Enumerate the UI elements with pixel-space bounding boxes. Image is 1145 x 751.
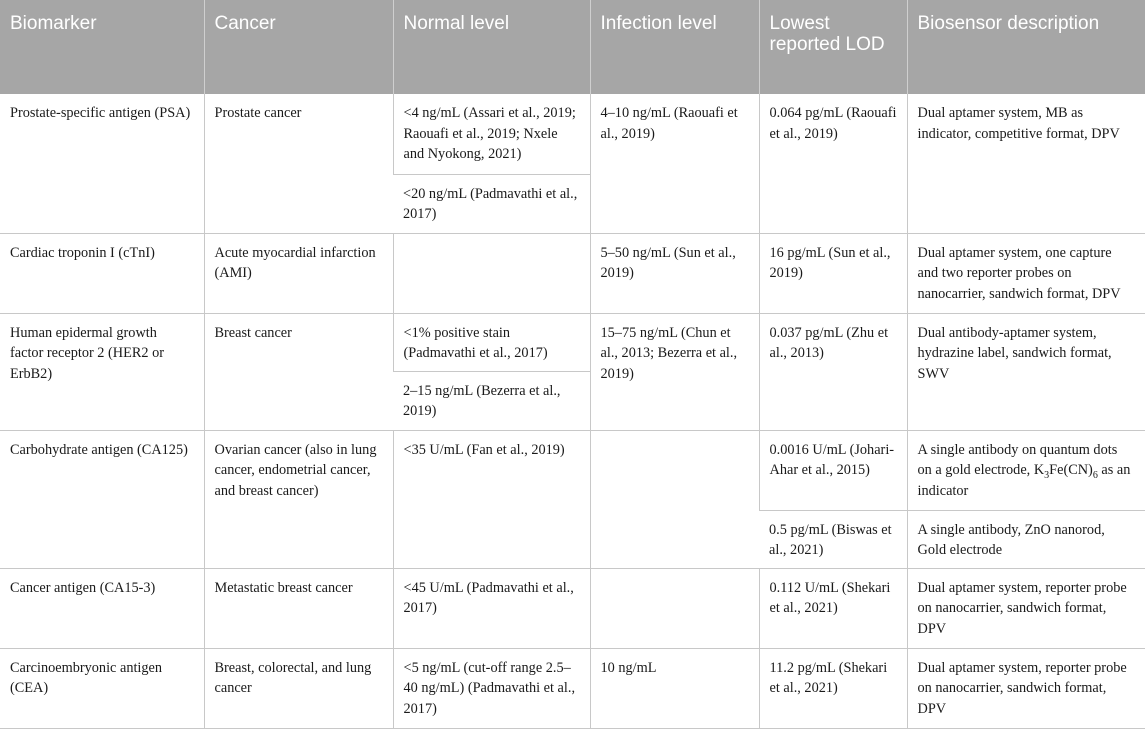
cell-infection-level: 15–75 ng/mL (Chun et al., 2013; Bezerra et al., 2019)	[590, 313, 759, 430]
cell-lod: 0.0016 U/mL (Johari-Ahar et al., 2015)	[759, 430, 907, 510]
cell-infection-level: 10 ng/mL	[590, 648, 759, 728]
cell-biomarker: Human epidermal growth factor receptor 2 (HER2 or ErbB2)	[0, 313, 204, 430]
cell-biomarker: Carbohydrate antigen (CA125)	[0, 430, 204, 568]
cell-infection-level	[590, 430, 759, 568]
header-lowest-reported-lod: Lowest reported LOD	[759, 0, 907, 94]
subscript: 3	[1044, 469, 1050, 481]
cell-cancer: Metastatic breast cancer	[204, 568, 393, 648]
cell-infection-level	[590, 568, 759, 648]
cell-lod: 0.5 pg/mL (Biswas et al., 2021)	[759, 510, 907, 568]
cell-normal-level: <5 ng/mL (cut-off range 2.5–40 ng/mL) (Padmavathi et al., 2017)	[393, 648, 590, 728]
table-row	[0, 568, 1145, 648]
header-infection-level: Infection level	[590, 0, 759, 94]
cell-description: Dual aptamer system, reporter probe on nanocarrier, sandwich format, DPV	[907, 648, 1145, 728]
header-biomarker: Biomarker	[0, 0, 204, 94]
cell-description: Dual aptamer system, MB as indicator, competitive format, DPV	[907, 94, 1145, 233]
description-text: Fe(CN)	[1049, 462, 1093, 478]
cell-lod: 0.037 pg/mL (Zhu et al., 2013)	[759, 313, 907, 430]
cell-cancer: Breast cancer	[204, 313, 393, 430]
header-cancer: Cancer	[204, 0, 393, 94]
cell-normal-level: <35 U/mL (Fan et al., 2019)	[393, 430, 590, 568]
cell-biomarker: Prostate-specific antigen (PSA)	[0, 94, 204, 233]
table-row	[0, 648, 1145, 728]
cell-normal-level: <45 U/mL (Padmavathi et al., 2017)	[393, 568, 590, 648]
cell-biomarker: Carcinoembryonic antigen (CEA)	[0, 648, 204, 728]
cell-normal-level: 2–15 ng/mL (Bezerra et al., 2019)	[393, 371, 590, 430]
cell-cancer: Prostate cancer	[204, 94, 393, 233]
cell-cancer: Acute myocardial infarction (AMI)	[204, 233, 393, 313]
table-row	[0, 313, 1145, 371]
description-text: A single antibody on quantum dots on a gold electrode, K	[917, 441, 1118, 478]
cell-normal-level	[393, 233, 590, 313]
cell-description	[907, 430, 1145, 510]
cell-cancer: Ovarian cancer (also in lung cancer, endometrial cancer, and breast cancer)	[204, 430, 393, 568]
subscript: 6	[1092, 469, 1098, 481]
cell-description: A single antibody, ZnO nanorod, Gold electrode	[907, 510, 1145, 568]
cell-lod: 0.064 pg/mL (Raouafi et al., 2019)	[759, 94, 907, 233]
cell-description: Dual antibody-aptamer system, hydrazine label, sandwich format, SWV	[907, 313, 1145, 430]
cell-lod: 0.112 U/mL (Shekari et al., 2021)	[759, 568, 907, 648]
cell-description: Dual aptamer system, one capture and two reporter probes on nanocarrier, sandwich format, DPV	[907, 233, 1145, 313]
cell-normal-level: <4 ng/mL (Assari et al., 2019; Raouafi et al., 2019; Nxele and Nyokong, 2021)	[393, 94, 590, 174]
header-biosensor-description: Biosensor description	[907, 0, 1145, 94]
table-row	[0, 430, 1145, 510]
cell-lod: 11.2 pg/mL (Shekari et al., 2021)	[759, 648, 907, 728]
cell-infection-level: 5–50 ng/mL (Sun et al., 2019)	[590, 233, 759, 313]
table-header	[0, 0, 1145, 94]
cell-infection-level: 4–10 ng/mL (Raouafi et al., 2019)	[590, 94, 759, 233]
table-row	[0, 94, 1145, 174]
header-normal-level: Normal level	[393, 0, 590, 94]
cell-description: Dual aptamer system, reporter probe on nanocarrier, sandwich format, DPV	[907, 568, 1145, 648]
description-text: as an indicator	[917, 462, 1131, 499]
cell-lod: 16 pg/mL (Sun et al., 2019)	[759, 233, 907, 313]
cell-normal-level: <20 ng/mL (Padmavathi et al., 2017)	[393, 174, 590, 233]
cell-normal-level: <1% positive stain (Padmavathi et al., 2017)	[393, 313, 590, 371]
cell-biomarker: Cancer antigen (CA15-3)	[0, 568, 204, 648]
cell-biomarker: Cardiac troponin I (cTnI)	[0, 233, 204, 313]
cell-cancer: Breast, colorectal, and lung cancer	[204, 648, 393, 728]
table-row	[0, 233, 1145, 313]
